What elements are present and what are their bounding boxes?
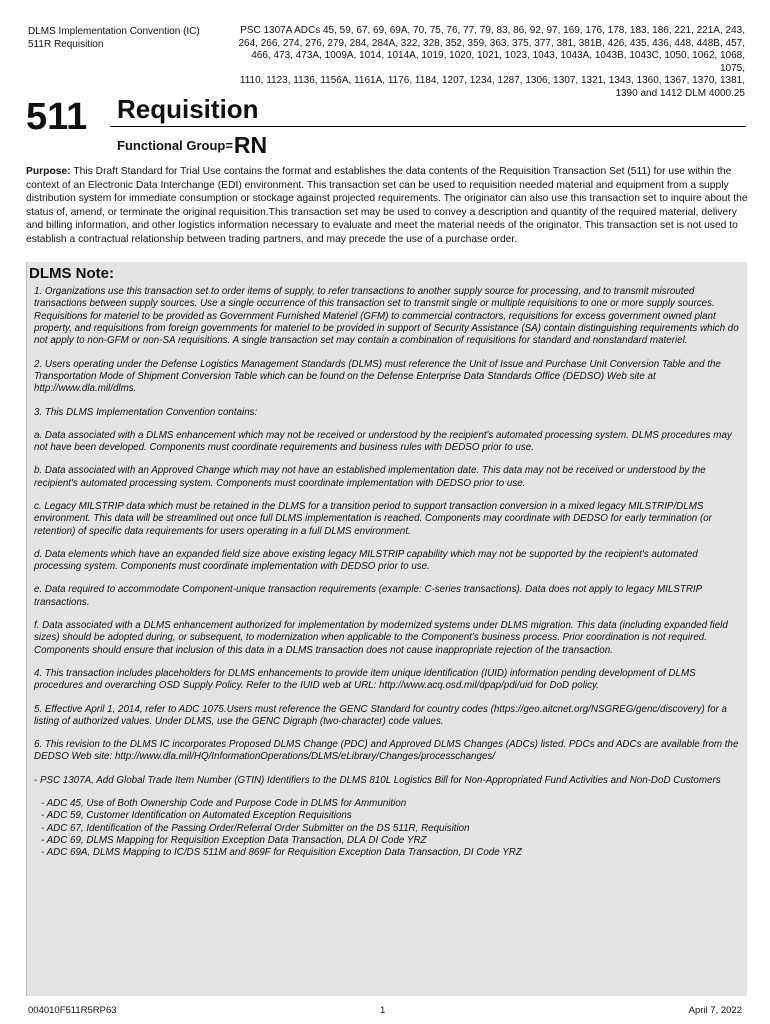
purpose-text: This Draft Standard for Trial Use contains the format and establishes the data contents of the Requisition Transaction Set (511) for use within the context of an Electronic Data Interchange (EDI) environment. This transaction set can be used to requisition needed material and equipment from a supply distribution system for immediate consumption or stockage against projected requirements. The originator can also use this transaction set to inquire about the status of, amend, or terminate the original requisition.This transaction set may be used to convey a description and quantity of the required material, delivery and billing information, and other logistics information necessary to evaluate and meet the material needs of the originator. This transaction set is not used to establish a contractual relationship between trading partners, and may precede the use of a purchase order.	[26, 166, 748, 245]
purpose-label: Purpose:	[26, 166, 71, 177]
adc-list-item: - ADC 45, Use of Both Ownership Code and Purpose Code in DLMS for Ammunition	[41, 797, 407, 809]
dlms-note-body	[34, 286, 744, 860]
adc-list-item: - ADC 59, Customer Identification on Automated Exception Requisitions	[41, 810, 352, 822]
dlms-note-box	[26, 262, 747, 996]
note-paragraph: 6. This revision to the DLMS IC incorporates Proposed DLMS Change (PDC) and Approved DLMS Changes (ADCs) listed. PDCs and ADCs are available from the DEDSO Web site: http://www.dla.mil/HQ/InformationOperations/DLMS/eLibrary/Changes/processchanges/	[34, 739, 739, 763]
note-paragraph: 3. This DLMS Implementation Convention contains:	[34, 406, 258, 418]
functional-group	[117, 132, 268, 158]
header-ic-subtitle: 511R Requisition	[28, 39, 104, 50]
note-paragraph: - PSC 1307A, Add Global Trade Item Number (GTIN) Identifiers to the DLMS 810L Logistics Bill for Non-Appropriated Fund Activities and Non-DoD Customers	[34, 774, 721, 786]
note-paragraph: a. Data associated with a DLMS enhancement which may not be received or understood by the recipient's automated processing system. DLMS procedures may not have been developed. Components must coordinate requirements and business rules with DEDSO prior to use.	[34, 429, 732, 454]
note-paragraph: 5. Effective April 1, 2014, refer to ADC 1075.Users must reference the GENC Standard for country codes (https://geo.aitcnet.org/NSGREG/genc/discovery) for a listing of authorized values. Under DLMS, use the GENC Digraph (two-character) code values.	[34, 703, 727, 727]
note-paragraph: f. Data associated with a DLMS enhancement authorized for implementation by modernized systems under DLMS migration. This data (including expanded field sizes) should be adopted during, or subsequent, to modernization when applicable to the Component’s business process. Prior coordination is not required. Components should ensure that inclusion of this data in a DLMS transaction does not cause inappropriate rejection of the transaction.	[34, 620, 728, 656]
purpose-section	[26, 165, 748, 246]
footer-doc-id: 004010F511R5RP63	[28, 1005, 117, 1016]
note-paragraph: e. Data required to accommodate Component-unique transaction requirements (example: C-series transactions). Data does not apply to legacy MILSTRIP transactions.	[34, 584, 702, 608]
adc-list-item: - ADC 69, DLMS Mapping for Requisition Exception Data Transaction, DLA DI Code YRZ	[41, 834, 427, 846]
adc-list-item: - ADC 67, Identification of the Passing Order/Referral Order Submitter on the DS 511R, Requisition	[41, 822, 470, 834]
note-paragraph: c. Legacy MILSTRIP data which must be retained in the DLMS for a transition period to support transaction conversion in a mixed legacy MILSTRIP/DLMS environment. This data will be streamlined out once full DLMS implementation is reached. Components may coordinate with DEDSO for early termination (or retention) of specific data requirements for users operating in a full DLMS environment.	[34, 500, 712, 537]
note-paragraph: b. Data associated with an Approved Change which may not have an established implementation date. This data may not be received or understood by the recipient's automated processing system. Components must coordinate implementation with DEDSO prior to use.	[34, 465, 706, 489]
transaction-set-number: 511	[26, 96, 88, 138]
header-ic-title: DLMS Implementation Convention (IC)	[28, 26, 200, 37]
transaction-set-title: Requisition	[117, 94, 259, 124]
functional-group-code: RN	[233, 132, 268, 158]
note-paragraph: 4. This transaction includes placeholders for DLMS enhancements to provide item unique identification (IUID) information pending development of DLMS procedures and overarching OSD Supply Policy. Refer to the IUID web at URL: http://www.acq.osd.mil/dpap/pdi/uid for DoD policy.	[34, 667, 696, 692]
header-change-list: PSC 1307A ADCs 45, 59, 67, 69, 69A, 70, 75, 76, 77, 79, 83, 86, 92, 97, 169, 176, 178, 183, 186, 221, 221A, 243, 264, 266, 274, 276, 279, 284, 284A, 322, 328, 352, 359, 363, 375, 377, 381, 381B, 426, 435, 436, 448, 448B, 457, 466, 473, 473A, 1009A, 1014, 1014A, 1019, 1020, 1021, 1023, 1043, 1043A, 1043B, 1043C, 1050, 1062, 1068, 1075, 1110, 1123, 1136, 1156A, 1161A, 1176, 1184, 1207, 1234, 1287, 1306, 1307, 1321, 1343, 1360, 1367, 1370, 1381, 1390 and 1412 DLM 4000.25	[238, 25, 745, 99]
dlms-note-heading: DLMS Note:	[29, 265, 114, 282]
note-paragraph: 1. Organizations use this transaction set to order items of supply, to refer transactions to another supply source for processing, and to transmit misrouted transactions between supply sources. Use a single occurrence of this transaction set to transmit single or multiple requisitions to one or more supply sources. Requisitions for materiel to be provided as Government Furnished Materiel (GFM) to commercial contractors, requisitions for excess government owned plant property, and requisitions from foreign governments for materiel to be provided in support of Security Assistance (SA) contain distinguishing requirements which do not apply to non-GFM or non-SA requisitions. A single transaction set may contain a combination of requisitions for standard and nonstandard materiel.	[34, 286, 739, 347]
title-divider	[110, 126, 746, 127]
functional-group-label: Functional Group=	[117, 138, 233, 153]
note-paragraph: d. Data elements which have an expanded field size above existing legacy MILSTRIP capability which may not be supported by the recipient's automated processing system. Components must coordinate implementation with DEDSO prior to use.	[34, 548, 698, 573]
note-paragraph: 2. Users operating under the Defense Logistics Management Standards (DLMS) must reference the Unit of Issue and Purchase Unit Conversion Table and the Transportation Mode of Shipment Conversion Table which can be found on the Defense Enterprise Data Standards Office (DEDSO) Web site at http://www.dla.mil/dlms.	[34, 358, 721, 395]
footer-date: April 7, 2022	[688, 1005, 742, 1016]
header-left	[28, 25, 200, 51]
footer-page-number: 1	[380, 1005, 386, 1016]
adc-list	[34, 798, 744, 860]
adc-list-item: - ADC 69A, DLMS Mapping to IC/DS 511M and 869F for Requisition Exception Data Transaction, DI Code YRZ	[41, 847, 522, 859]
